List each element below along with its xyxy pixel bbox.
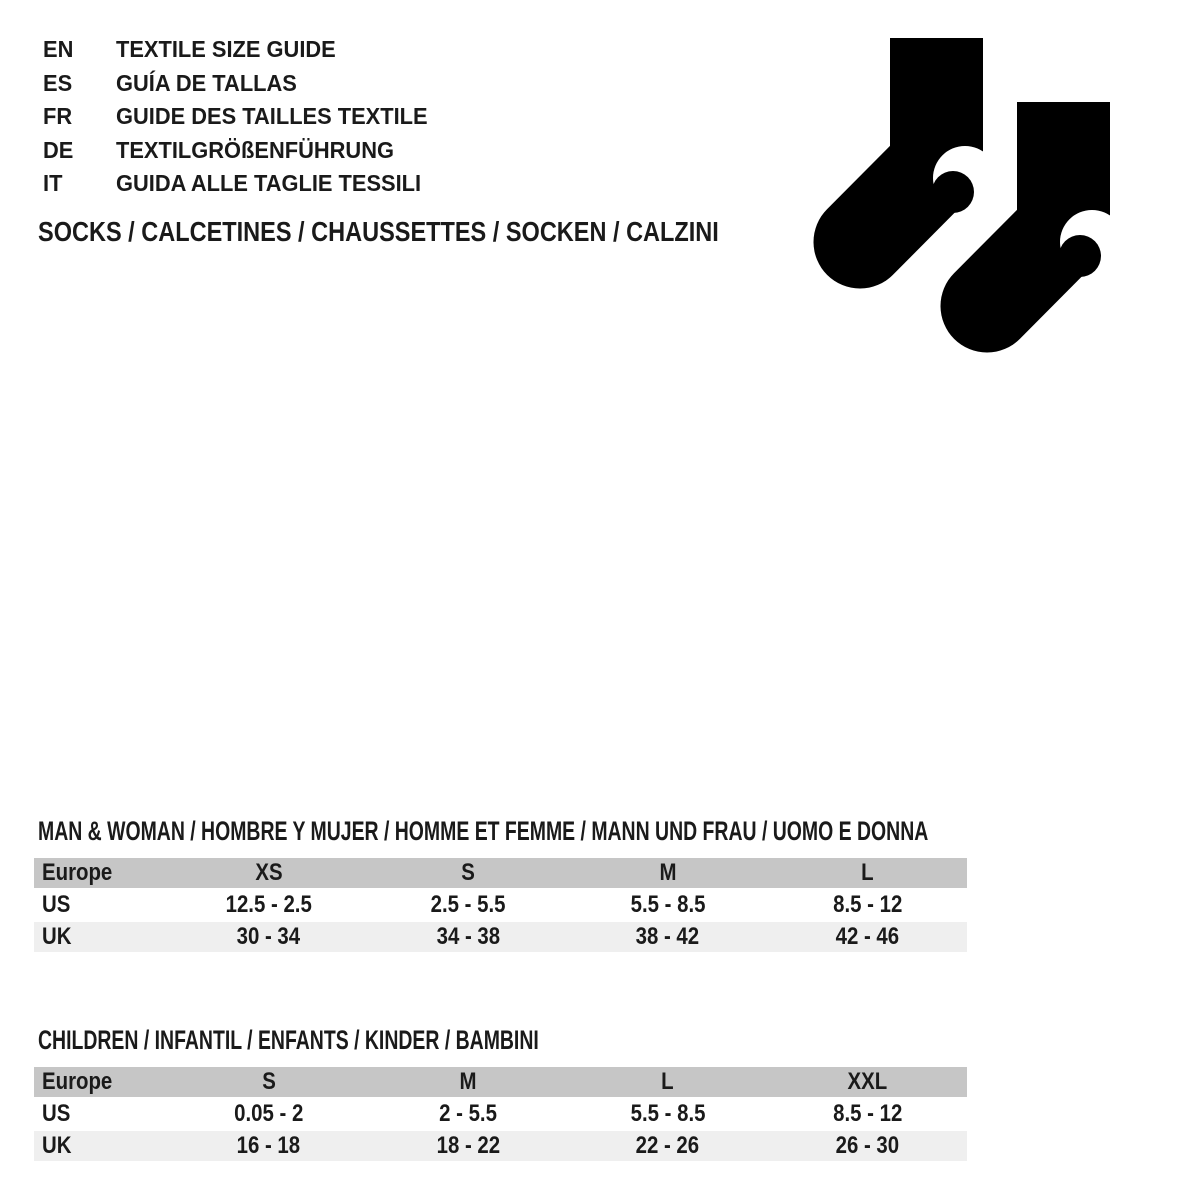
column-header: S bbox=[461, 859, 476, 886]
guide-title: TEXTILGRÖßENFÜHRUNG bbox=[116, 136, 394, 163]
table-row-uk bbox=[34, 922, 967, 952]
row-label: US bbox=[42, 1100, 71, 1127]
table-title-children: CHILDREN / INFANTIL / ENFANTS / KINDER / BAMBINI bbox=[38, 1025, 539, 1055]
row-label: US bbox=[42, 891, 71, 918]
size-cell: 42 - 46 bbox=[835, 923, 900, 950]
size-cell: 0.05 - 2 bbox=[234, 1100, 304, 1127]
size-cell: 5.5 - 8.5 bbox=[630, 1100, 706, 1127]
column-header: Europe bbox=[42, 859, 113, 886]
column-header: S bbox=[261, 1068, 276, 1095]
guide-title: TEXTILE SIZE GUIDE bbox=[116, 36, 336, 63]
socks-icon bbox=[810, 25, 1140, 355]
guide-title: GUÍA DE TALLAS bbox=[116, 69, 297, 96]
size-cell: 5.5 - 8.5 bbox=[630, 891, 706, 918]
language-code: EN bbox=[43, 36, 74, 63]
size-cell: 8.5 - 12 bbox=[832, 891, 902, 918]
product-category-line: SOCKS / CALCETINES / CHAUSSETTES / SOCKEN / CALZINI bbox=[38, 216, 719, 247]
guide-title: GUIDE DES TAILLES TEXTILE bbox=[116, 103, 428, 130]
size-cell: 38 - 42 bbox=[635, 923, 700, 950]
size-cell: 18 - 22 bbox=[436, 1132, 501, 1159]
language-line bbox=[43, 33, 444, 67]
size-cell: 2 - 5.5 bbox=[439, 1100, 498, 1127]
column-header: M bbox=[659, 859, 677, 886]
table-row-uk bbox=[34, 1131, 967, 1161]
column-header: XXL bbox=[847, 1068, 888, 1095]
column-header: L bbox=[861, 859, 874, 886]
column-header: XS bbox=[255, 859, 283, 886]
table-title-man-woman: MAN & WOMAN / HOMBRE Y MUJER / HOMME ET FEMME / MANN UND FRAU / UOMO E DONNA bbox=[38, 816, 929, 846]
size-cell: 34 - 38 bbox=[436, 923, 501, 950]
language-line bbox=[43, 100, 444, 134]
row-label: UK bbox=[42, 1132, 72, 1159]
guide-title: GUIDA ALLE TAGLIE TESSILI bbox=[116, 170, 422, 197]
size-cell: 2.5 - 5.5 bbox=[430, 891, 506, 918]
language-code: IT bbox=[43, 170, 63, 197]
language-title-list bbox=[43, 33, 444, 201]
row-label: UK bbox=[42, 923, 72, 950]
language-line bbox=[43, 167, 444, 201]
column-header: L bbox=[661, 1068, 674, 1095]
size-table-man-woman bbox=[34, 858, 967, 954]
language-code: DE bbox=[43, 136, 74, 163]
language-code: FR bbox=[43, 103, 73, 130]
size-cell: 12.5 - 2.5 bbox=[225, 891, 312, 918]
column-header: M bbox=[459, 1068, 477, 1095]
column-header: Europe bbox=[42, 1068, 113, 1095]
language-code: ES bbox=[43, 69, 73, 96]
table-header-row bbox=[34, 858, 967, 888]
size-cell: 30 - 34 bbox=[236, 923, 301, 950]
size-table-children bbox=[34, 1067, 967, 1163]
language-line bbox=[43, 67, 444, 101]
size-cell: 22 - 26 bbox=[635, 1132, 700, 1159]
size-cell: 26 - 30 bbox=[835, 1132, 900, 1159]
table-row-us bbox=[34, 890, 967, 920]
size-cell: 8.5 - 12 bbox=[832, 1100, 902, 1127]
table-header-row bbox=[34, 1067, 967, 1097]
size-cell: 16 - 18 bbox=[236, 1132, 301, 1159]
language-line bbox=[43, 134, 444, 168]
table-row-us bbox=[34, 1099, 967, 1129]
